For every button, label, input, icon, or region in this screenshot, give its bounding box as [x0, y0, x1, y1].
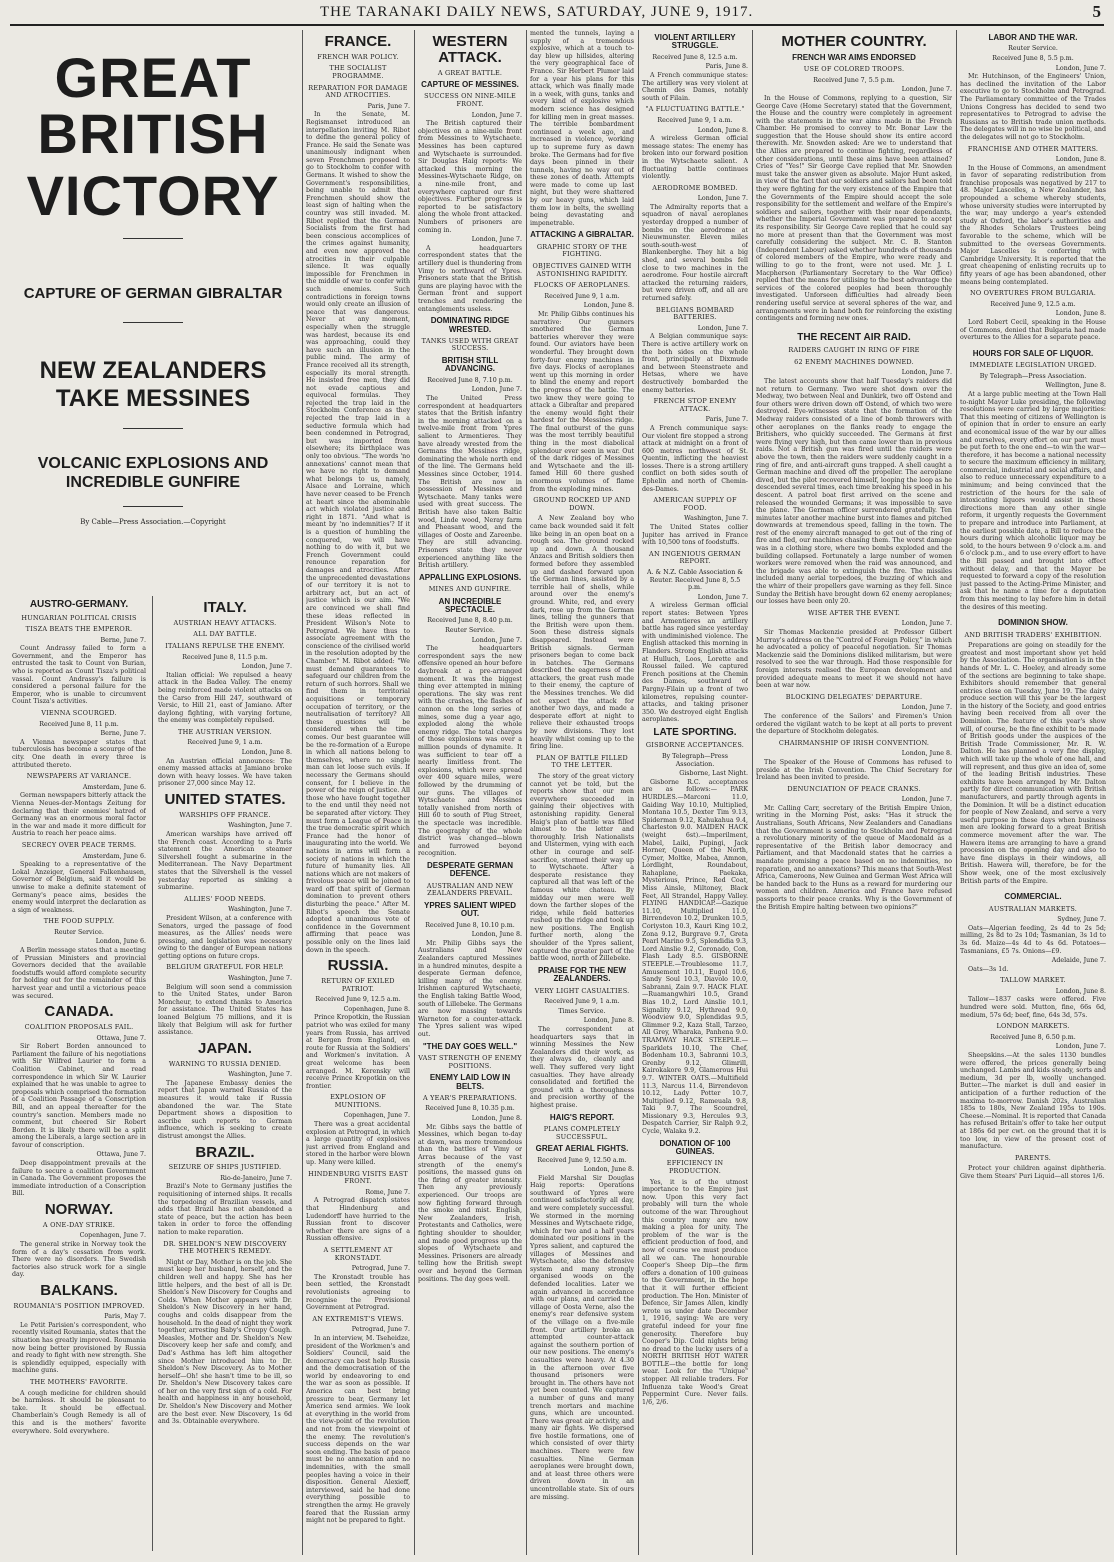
received-line: Received June 9, 1 a.m. [187, 739, 263, 747]
subheading: FRENCH WAR AIMS ENDORSED [792, 52, 916, 62]
article-text: A Petrograd dispatch states that Hindenburg and Ludendorff have hurried to the Russian front to discover whether there are signs of a Russian offensive. [306, 1197, 410, 1243]
article-text: Le Petit Parisien's correspondent, who recently visited Roumania, states that the situation has greatly improved. Roumania now being better provisioned by Russia and ready to fight with new strength. She is splendidly equipped, especially with machine guns. [12, 1321, 146, 1375]
section-heading: CANADA. [44, 1003, 114, 1021]
dateline: London, June 7. [901, 620, 952, 628]
subheading: YPRES SALIENT WIPED OUT. [423, 900, 516, 919]
section-heading: RUSSIA. [327, 957, 389, 975]
subheading: ALL DAY BATTLE. [193, 630, 257, 639]
subheading: VAST STRENGTH OF ENEMY POSITIONS. [418, 1053, 522, 1070]
article-text: At a large public meeting at the Town Hall to-night Mayor Luke presiding, the following resolutions were carried by large majorities: That this meeting of citizens of Wellington is of opinion that in order to ensure an early and economical issue of the war by our allies and ourselves, every effort on our part must be put forth to the one end—to win the war—therefore, it has become a national necessity to secure the maximum efficiency in military, commercial, industrial and social affairs, and also to reduce unnecessary expenditure to a minimum; and being convinced that the restriction of the hours for the sale of intoxicating liquors would assist in these directions more than any other single reform, it urgently requests the Government to prepare and introduce into Parliament, at the earliest possible date, a Bill to reduce the hours during which alcoholic liquor may be sold, to the hours between 9 o'clock a.m. and 6 o'clock p.m., and to use every effort to have the Bill passed and brought into effect without delay, and that the Mayor be requested to forward a copy of the resolution just passed to the Acting-Prime Minister, and ask that he name a time for a deputation from this meeting to lay before him in detail the desires of this meeting. [960, 390, 1106, 611]
subheading: ALLIES' FOOD NEEDS. [184, 894, 266, 903]
received-line: A. & N.Z. Cable Association & Reuter. Received June 8, 5.5 p.m. [647, 569, 743, 592]
received-line: Received June 9, 12.5 a.m. [315, 996, 401, 1004]
subheading: TISZA BEATS THE EMPEROR. [25, 625, 133, 634]
subheading: BRITISH STILL ADVANCING. [441, 356, 499, 374]
article-text: The headquarters correspondent says the new offensive opened an hour before daybreak at a pre-arranged moment. It was the biggest thing ever attempted in mining operations. The sky was rent with the crashes, the flashes of cannon on the long series of mines, some dug a year ago, exploded along the whole enemy ridge. The total charges of those explosions was over a million pounds of dynamite. It was sufficient to tear off a nearly limitless front. The explosions, which were spread over 400 square miles, were followed by the drumming of our guns. The villages of Wytschaete and Messines totally vanished from north of Hill 60 to south of Plug Street, the spectacle was incredible. The geography of the whole district was changed—blown and furrowed beyond recognition. [418, 645, 522, 858]
subheading: CAPTURE OF MESSINES. [421, 80, 519, 90]
article-text: Italian official: We repulsed a heavy attack in the Badea Valley. The enemy being reinforced made violent attacks on the Carso from Hill 247, southward of Versic, to Hill 21, east of Jamiano. After daylong fighting, with varying fortune, the enemy was completely repulsed. [158, 671, 292, 725]
received-line: Received June 8, 10.35 p.m. [425, 1105, 515, 1113]
dateline: London, June 7. [241, 663, 292, 671]
subheading: DENUNCIATION OF PEACE CRANKS. [787, 784, 921, 793]
article-text: Belgium will soon send a commission to the United States, under Baron Moncheur, to extend thanks to America for assistance. The United States has loaned Belgium 75 millions, and it is likely that Belgium will ask for further assistance. [158, 983, 292, 1037]
article-text: Preparations are going on steadily for the greatest and most important show yet held by the Association. The organisation is in the hands of Mr. L. C. Hoeley, and already some of the sections are beginning to take shape. Exhibitors should remember that general entries close on Tuesday, June 19. The dairy produce section will this year be the largest in the history of the Society, and good entries having been received from all over the Dominion. The feature of this year's show will, of course, be the fine exhibit to be made of British goods under the auspices of the British Trade Commissioner, Mr. R. W. Dalton. He has planned a very fine display, which will take up the whole of one hall, and will represent, and thus give an idea of, some of the leading British industries. These exhibits have been arranged by Mr. Dalton partly for direct communication with British manufacturers, and partly through agents in the Dominion. It will be a distinct education for people of New Zealand, and serve a very useful purpose in these days when business men are looking forward to a great British commerce movement after the war. The Hawera items are arranging to have a grand procession on the opening day and also to have fine displays in their windows, all British. Hawera will, therefore, be for the Show week, one of the most exclusively British parts of the Empire. [960, 642, 1106, 885]
subheading: BLOCKING DELEGATES' DEPARTURE. [785, 692, 923, 701]
dateline: Rio-de-Janeiro, June 7. [220, 1174, 292, 1182]
section-heading: APPALLING EXPLOSIONS. [418, 572, 522, 582]
subheading: PLAN OF BATTLE FILLED TO THE LETTER. [536, 753, 628, 770]
article-text: Oats—3s 1d. [968, 965, 1009, 973]
subheading: THE AUSTRIAN VERSION. [178, 727, 272, 736]
dateline: Washington, June 7. [684, 515, 748, 523]
dateline: Paris, June 8. [705, 63, 748, 71]
dateline: Ottawa, June 7. [96, 1034, 146, 1042]
dateline: Paris, June 7. [705, 416, 748, 424]
dateline: London, June 8. [1055, 156, 1106, 164]
received-line: Received June 9, 12.50 a.m. [537, 1156, 627, 1164]
article-text: Oats—Algerian feeding, 2s 4d to 2s 5d; milling, 2s 8d to 2s 10d; Tasmanian, 3s 1d to 3s 6d. Maize—4s 4d to 4s 6d. Potatoes—Tasmanians, £5 7s. Onions—£9. [960, 924, 1106, 955]
subheading: RAIDERS CAUGHT IN RING OF FIRE [788, 346, 920, 355]
section-heading: ITALY. [203, 599, 247, 616]
source-line: Times Service. [558, 1007, 606, 1015]
advert-text: Night or Day, Mother is on the job. She must keep her husband, herself, and the children well and happy. She has her little helpers, and the best of all is Dr. Sheldon's New Discovery for Coughs and Colds. When Mother appears with Dr. Sheldon's New Discovery in her hand, coughs and colds disappear from the household. In the dead of night they work together, arresting Baby's Croupy Cough. Measles, Mother and Dr. Sheldon's New Discovery keep her safe and comfy, and Dad's Asthma has left him altogether since Mother introduced him to Dr. Sheldon's New Discovery. As to Mother herself—Oh! she hasn't time to be ill, so Dr. Sheldon's New Discovery takes care of her on the very first sign of a cold. For health and happiness in any household, Dr. Sheldon's New Discovery and Mother are the best ever. New Discovery, 1s 6d and 3s. Obtainable everywhere. [158, 1258, 292, 1426]
subheading: AUSTRALIAN MARKETS. [988, 904, 1078, 913]
divider [123, 238, 183, 239]
dateline: London, June 7. [471, 636, 522, 644]
section-heading: HOURS FOR SALE OF LIQUOR. [972, 348, 1094, 358]
dateline: London, June 7. [697, 324, 748, 332]
subheading: A YEAR'S PREPARATIONS. [422, 1093, 517, 1102]
article-text: Deep disappointment prevails at the failure to secure a coalition Government in Canada. The Government proposes the immediate introduction of a Conscription Bill. [12, 1160, 146, 1198]
received-line: Received June 8, 11 p.m. [39, 720, 119, 728]
subheading: WISE AFTER THE EVENT. [807, 608, 901, 617]
divider [123, 322, 183, 323]
article-text: The latest accounts show that half Tuesday's raiders did not return to Germany. Two were shot down over the Medway, two between Neal and Dunkirk, two off Ostend and four others were driven down off Ostend, of which two were destroyed. Eye-witnesses state that the formation of the Medway raiders consisted of a line of bomb throwers with other aeroplanes on the flanks ready to engage the Britishers, who quickly succeeded. The Germans at first were flying very high, but then came lower than in previous raids. Not a British gun was fired until the raiders were above the town, then the raiders were suddenly caught in a ring of fire, and anti-aircraft guns trapped. A shell caught a German machine and dived off the propeller. The aeroplane dived, but the pilot recovered himself, looping the loop as he descended several times, each time breaking his speed in his descent. A patrol boat first arrived on the scene and released the wounded Germans; it was impossible to save the plane. The German officer surrendered gratefully. Ten minutes later another machine burst into flames and pitched downwards at tremendous speed, falling in the town. The rest of the enemy aircraft managed to get out of the ring of fire and fled, our machines chasing them. The worst damage was in a clothing store, where two bombs exploded and the building collapsed. Fortunately a large number of women workers were removed when the raid was announced, and the brigade was able to extinguish the fire. The missiles included many aerial torpedoes, the buzzing of which and the whirr of their propellers gave warning as they fell. Since Sunday the British have brought down 62 enemy aeroplanes; our losses have been only 20. [756, 378, 952, 606]
section-heading: WESTERN ATTACK. [432, 33, 508, 66]
advert-text: Yes, it is of the utmost importance to the Empire just now. Upon this very fact probably will turn the whole outcome of the war. Throughout this country many are now making a plea for unity. The problem of the war is the efficient production of food, and now of course we must produce all we can. The honourable Cooper's Sheep Dip—the firm offers a donation of 100 guineas to the Government, in the hope that it will further efficient production. The Hon. Minister of Defence, Sir James Allen, kindly wrote us under date December 1, 1916, saying: We are very grateful indeed for your fine generosity. Therefore buy Cooper's Dip. Cold nights bring no dread to the lucky users of a NORTH BRITISH HOT WATER BOTTLE—the bottle for long wear. Look for the "Unique" stopper. All reliable traders. For Influenza take Wood's Great Peppermint Cure. Never fails. 1/6, 2/6. [642, 1178, 748, 1406]
dateline: Paris, June 7. [367, 102, 410, 110]
dateline: London, June 8. [471, 1115, 522, 1123]
dateline: London, June 7. [1055, 1043, 1106, 1051]
dateline: London, June 8. [241, 749, 292, 757]
section-heading: DOMINATING RIDGE WRESTED. [430, 316, 510, 334]
article-text: Sheepskins.—At the sales 1130 bundles were offered, the prices generally being unchanged. Lambs and kids steady, sorts and medium, 3d per lb, woolly unchanged. Butter.—The market is dull and easier in anticipation of a further reduction of the maxima to-morrow. Danish 202s, Australian 185s to 180s, New Zealand 195s to 190s. Cheese.—Nominal. It is reported that Canada has refused Britain's offer to take her output at 186s 6d per cwt. on the ground that it is too low, in view of the present cost of manufacture. [960, 1052, 1106, 1151]
lead-deck-1: CAPTURE OF GERMAN GIBRALTAR [23, 285, 283, 302]
article-text: Sir Thomas Mackenzie presided at Professor Gilbert Murray's address on the "Control of Foreign Policy," in which he advocated a policy of peaceful negotiation. Sir Thomas Mackenzie said the Dominions disliked militarism, but were resolved to see the war through. Had those responsible for foreign interests realised the European development and provided adequate means to meet it we should not have been at war now. [756, 629, 952, 690]
column-rule [414, 30, 415, 1555]
subheading: ITALIANS REPULSE THE ENEMY. [165, 641, 285, 650]
dateline: London, June 8. [583, 302, 634, 310]
subheading: GROUND ROCKED UP AND DOWN. [533, 496, 631, 512]
dateline: Berne, June 7. [100, 730, 146, 738]
article-text: The Admiralty reports that a squadron of naval aeroplanes yesterday dropped a number of bombs on the aerodrome at Nieuwmunster. Eleven miles south-south-west of Blankenberghe. They hit a big shed, and several bombs fell close to two machines in the aerodrome. Four hostile aircraft attacked the returning raiders, but were driven off, and all are returned safely. [642, 203, 748, 302]
article-text: In the House of Commons, an amendment in favor of separating redistribution from franchise proposals was negatived by 217 to 48. Major Lascelles, a New Zealander, has propounded a scheme whereby students, whose university studies were interrupted by the war, may undergo a year's extended study at Oxford, the labor's authorities and the Rhodes Scholars Trustees being favorable to the scheme, which will be submitted to the overseas Governments. Major Lascelles is conferring with Cambridge University. It is reported that the great cheapening of enlisting recruits up to fifty years of age has been abandoned, other means being contemplated. [960, 164, 1106, 286]
article-text: Gisborne R.C. acceptances are as follows:— PARK HURDLES.—Marconi 11.0, Gaiding Way 10.10, Multiplied, Montana 10.5, Dexter Tim 9.13, Spiderman 9.12, Kahukahua 9.4, Charleston 9.0. MAIDEN HACK (weight 6st).—Imperilment, Mabel, Laiki, Pupingi, Jack Horner, Queen of the North, Cymer, Moltke, Mabea, Amnon, Lordlight, Roundabout, Rahaplane, Paekaka, Mysterious, Prince, Red Coat, Miss Ainsle, Miltoney, Black Feet, All Strandel, Happy Valley. FLYING HANDICAP.—Gazique 11.10, Multiplied 11.0, Birrendevon 10.2, Drunken 10.5, Coriyston 10.3, Kauri King 10.2, Zona 9.12, Burgrave 9.7, Greta Pearl Marino 9.5, Splendidia 9.3, Lord Ainslie 9.2, Coronado, Con, Flash Lady 8.5. GISBORNE STEEPLE.—Troublesome 11.7, Amusement 10.11, Eugol 10.6, Sandy Soul 10.3, Diavolo 10.0, Sabranni, Zain 9.7. HACK FLAT.—Ruamangwhiri 10.5, Grand Bias 10.2, Lord Ainslie 10.1, Signality 9.12, Hythread 9.0, Woodview 9.0, Splendidas 9.5, Glimmer 9.2, Kaza Stall, Tarzeo, All Grey, Wharaka, Panhena 9.0. TRAMWAY HACK STEEPLE.—Sparklets 10.10, The Chef, Bodenham 10.3, Sabranni 10.3, Grenby 9.12, Glimrill, Kairokakore 9.9, Glamerous Hui 9.7. WINTER OATS.—Multifield 11.3, Narcus 11.4, Birrendevon 10.12, Lady Potter 10.7, Multiplied 9.12, Rameuala 9.8, Taki 9.7, The Scoundrel, Missionary 9.3, Hercules 9.3, Despatch Carrier, Sir Ralph 9.2, Cycle, Walaka 9.2. [642, 778, 748, 1136]
subheading: WARSHIPS OFF FRANCE. [179, 810, 271, 819]
dateline: London, June 8. [1055, 310, 1106, 318]
section-heading: "THE DAY GOES WELL." [422, 1041, 518, 1051]
subheading: NO OVERTURES FROM BULGARIA. [969, 289, 1097, 298]
dateline: Wellington, June 8. [1045, 382, 1106, 390]
section-heading: DESPERATE GERMAN DEFENCE. [426, 860, 514, 879]
subheading: AN EXTREMIST'S VIEWS. [312, 1314, 404, 1323]
column-f [642, 30, 748, 1555]
divider [123, 428, 183, 429]
subheading: FRANCHISE AND OTHER MATTERS. [967, 144, 1099, 153]
column-rule [526, 30, 527, 1555]
section-heading: COMMERCIAL. [1004, 892, 1062, 902]
column-g [756, 30, 952, 1555]
subheading: SECRECY OVER PEACE TERMS. [21, 840, 137, 849]
subheading: THE FOOD SUPPLY. [43, 917, 115, 926]
section-heading: PRAISE FOR THE NEW ZEALANDERS. [537, 965, 626, 984]
section-heading: BRAZIL. [195, 1143, 255, 1161]
column-b [158, 596, 292, 1551]
subheading: ENEMY LAID LOW IN BELTS. [429, 1073, 511, 1091]
article-text: A New Zealand boy who came back wounded said it felt like being in an open boat on a rough sea. The ground rocked up and down. A thousand Anzacs and British soldiers then formed before they assembled up and dashed forward upon the German lines, assisted by a terrible hail of shells, while around over the enemy's ground. White, red, and every dark, rose up from the German lines, telling the gunners that the British were upon them. Soon these distress signals disappeared. Instead were British signals. German prisoners began to come back in batches. The Germans described the eagerness of the attackers, the great rush made to their enemy, the capture of the Messines trenches. We did not expect the attack for another two days, and made a desperate effort at night to relieve their exhausted troops by new divisions. They lost heavily whilst coming up to the firing line. [530, 515, 634, 751]
dateline: London, June 7. [901, 369, 952, 377]
received-line: By Telegraph—Press Association. [662, 752, 728, 768]
dateline: Petrograd, June 7. [351, 1265, 410, 1273]
lead-title-line2: VICTORY [26, 164, 280, 227]
dateline: London, June 7. [901, 796, 952, 804]
article-text: A Belgian communique says: There is active artillery work on the both sides on the whole front, principally at Dixmude and between Steenstraete and Hetsas, where we have destructively bombarded the enemy batteries. [642, 333, 748, 394]
section-heading: LABOR AND THE WAR. [988, 33, 1078, 42]
article-text: The British captured their objectives on a nine-mile front from Messines to Wytschaete. Messines has been captured and Wytschaete is surrounded. Sir Douglas Haig reports: We attacked this morning the Messines-Wytschaete Ridge, on a nine-mile front, and everywhere captured our first objectives. Further progress is reported to be satisfactory along the whole front attacked. Numbers of prisoners are coming in. [418, 120, 522, 234]
received-line: Received June 8, 6.50 p.m. [990, 1033, 1076, 1041]
dateline: Sydney, June 7. [1057, 916, 1106, 924]
lead-story-headline [8, 40, 298, 590]
dateline: Ottawa, June 7. [96, 1151, 146, 1159]
article-text: The Kronstadt trouble has been settled, the Kronstadt revolutionists agreeing to recognise the Provisional Government at Petrograd. [306, 1273, 410, 1312]
subheading: AUSTRALIAN AND NEW ZEALANDERS PREVAIL. [426, 881, 514, 898]
subheading: AUSTRIAN HEAVY ATTACKS. [173, 618, 277, 627]
article-text: An Austrian official announces: The enemy massed attacks at Jamiano broke down with heavy losses. We have taken prisoner 27,000 since May 12. [158, 757, 292, 788]
subheading: NEWSPAPERS AT VARIANCE. [26, 772, 132, 781]
article-text: The Speaker of the House of Commons has refused to preside at the Irish Convention. The Chief Secretary for Ireland has been invited to preside. [756, 758, 952, 782]
subheading: BELGIANS BOMBARD BATTERIES. [655, 305, 735, 322]
subheading: THE SOCIALIST PROGRAMME. [329, 64, 387, 80]
article-text: mented the tunnels, laying a supply of a tremendous explosive, which at a touch to-day blew up hillsides, altering the very geographical face of France. Sir Herbert Plumer laid for a year his plans for this attack, which was finally made in a week, with guns, tanks and every kind of explosive which modern science has designed for killing men in great masses. The terrible bombardment continued a week ago, and increased in violence, working up to supreme fury as dawn broke. The Germans had for five days been pinned in their tunnels, having no way out of these zones of death. Attempts were made to come up last night, but they were shattered by our heavy guns, which laid them low in belts, the swelling being devastating and impenetrable. [530, 30, 634, 227]
advert-heading: DR. SHELDON'S NEW DISCOVERY THE MOTHER'S REMEDY. [163, 1239, 287, 1256]
article-text: Count Andrassy failed to form a Government, and the Emperor has entrusted the task to Count von Burian, who is reported as Count Tisza's political vassal. Count Andrassy's failure is considered a personal failure for the Emperor, who is unable to circumvent Count Tisza's activities. [12, 645, 146, 706]
subheading: "A FLUCTUATING BATTLE." [645, 105, 745, 114]
article-text: Mr. Philip Gibbs continues his narrative: Our gunners smothered the German batteries wherever they were found. Our aviators have been wonderful. They brought down forty-four enemy machines in five days. Flocks of aeroplanes went up this morning in order to blind the enemy and report the progress of the battle. The two knew they were going to attack a Gibraltar and prepared the enemy would fight their hardest for the Messines ridge. The final outburst of the guns was the most terribly beautiful thing in the most diabolical splendour ever seen in war. Out of the dark ridges of Messines and Wytschaete and the ill-famed Hill 60 there gushed enormous volumes of flame from the exploding mines. [530, 310, 634, 493]
article-text: Mr. Gibbs says the battle of Messines, which began to-day at dawn, was more tremendous than the battles of Vimy or Arras because of the vast strength of the enemy's positions, the massed guns on the firing of greater intensity. Then any previously experienced. Our troops are now fighting forward through the smoke and mist. English, New Zealanders, Irish, Protestants and Catholics, were fighting shoulder to shoulder, and made good progress up the slopes of Wytschaete and Messines. Prisoners are already telling how the British swept over and beyond the German positions. The day goes well. [418, 1123, 522, 1283]
article-text: Tallow—1837 casks were offered. Five hundred were sold. Mutton, fine, 66s 6d, medium, 57s 6d; beef, fine, 64s 3d, 57s. [960, 996, 1106, 1019]
dateline: Copenhagen, June 7. [79, 1232, 146, 1240]
article-text: A headquarters correspondent states that the artillery duel is thundering from Vimy to northward of Ypres. Prisoners state that the British guns are playing havoc with the German front and support trenches and rendering the entanglements useless. [418, 244, 522, 313]
lead-deck-2: NEW ZEALANDERS TAKE MESSINES [39, 357, 267, 412]
section-heading: THE RECENT AIR RAID. [797, 331, 911, 343]
column-rule [752, 30, 753, 1555]
article-text: Sir Robert Borden announced to Parliament the failure of his negotiations with Sir Wilfred Laurier to form a Coalition Cabinet, and read correspondence in which Sir W. Laurier explained that he was unable to agree to proposals which comprised the formation of a Coalition Passage of a Conscription Bill, and an appeal thereafter for the country's sanction. Members made no comment, but cheered Sir Robert Borden. It is likely there will be a split among the Liberals, a large section are in favour of conscription. [12, 1043, 146, 1149]
dateline: Washington, June 7. [228, 906, 292, 914]
subheading: AMERICAN SUPPLY OF FOOD. [653, 496, 737, 512]
section-heading: ATTACKING A GIBRALTAR. [530, 230, 634, 240]
dateline: Amsterdam, June 6. [82, 852, 146, 860]
received-line: Received June 8, 12.5 a.m. [652, 53, 738, 61]
section-heading: VIOLENT ARTILLERY STRUGGLE. [654, 33, 736, 51]
subheading: REPARATION FOR DAMAGE AND ATROCITIES. [308, 83, 408, 100]
dateline: London, June 8. [471, 931, 522, 939]
article-text: The story of the great victory cannot yet be told, but the reports show that our men everywhere succeeded in gaining their objectives with astonishing rapidity. General Haig's plan of battle was filled almost to the letter and thoroughly. Irish Nationalists and Ulstermen, vying with each other in courage and self-sacrifice, stormed their way up to Wytschaete. After a desperate resistance they captured all that was left of the famous white chateau. By midday our men were well down the farther slopes of the ridge, while field batteries rushed up the ridge and took up new positions. The English further north, along the shoulder of the Ypres salient, captured the greater part of the battle wood, north of Zillebeke. [530, 773, 634, 963]
subheading: AND BRITISH TRADERS' EXHIBITION. [964, 630, 1102, 639]
article-text: The United States collier Jupiter has arrived in France with 10,500 tons of foodstuffs. [642, 524, 748, 547]
article-text: The Japanese Embassy denies the report that Japan warned Russia of the measures it would take if Russia abandoned the war. The State Department shows a disposition to ascribe such reports to German influence, which is seeking to create distrust amongst the Allies. [158, 1079, 292, 1140]
subheading: HINDENBURG VISITS EAST FRONT. [308, 1169, 408, 1186]
received-line: Received June 8, 10.10 p.m. [425, 921, 515, 929]
dateline: Petrograd, June 7. [351, 1326, 410, 1334]
masthead-title: THE TARANAKI DAILY NEWS, SATURDAY, JUNE 9, 1917. [320, 4, 754, 20]
section-heading: HAIG'S REPORT. [549, 1112, 615, 1122]
subheading: USE OF COLORED TROOPS. [803, 65, 905, 74]
section-heading: FRANCE. [324, 33, 392, 50]
article-text: A French communique says: Our violent fire stopped a strong attack at midnight on a front of 600 metres northwest of St. Quentin, inflicting the heaviest losses. There is a strong artillery conflict on both sides south of Ephelin and north of Chemin-des-Dames. [642, 424, 748, 493]
dateline: Copenhagen, June 8. [343, 1005, 410, 1013]
article-text: A wireless German official report states: Between Ypres and Armentieres an artillery battle has raged since yesterday with undiminished violence. The English attacked this morning in Flanders. Strong English attacks at Hulluch, Loos, Lorette and Roussel failed. We captured French positions at the Chemin des Dames, southward of Pargny-Filain up a front of two kilometres, repulsing counter-attacks, and taking prisoner 350. We destroyed eight English aeroplanes. [642, 602, 748, 724]
lead-title-line1: GREAT BRITISH [37, 46, 269, 165]
subheading: FRENCH WAR POLICY. [317, 52, 399, 61]
article-text: Speaking to a representative of the Lokal Anzeiger, General Falkenhausen, Governor of Belgium, said it would be unwise to make a definite statement of Germany's peace aims, besides the enemy would interpret the declaration as a sign of weakness. [12, 861, 146, 914]
subheading: RETURN OF EXILED PATRIOT. [321, 976, 395, 993]
advert-heading: PARENTS. [1014, 1153, 1052, 1162]
article-text: Mr. Hutchinson, of the Engineers' Union, has declined the invitation of the Labor executive to go to Stockholm and Petrograd. The Parliamentary committee of the Trades Unions Congress has decided to send two representatives to Petrograd to advise the Russians as to British trade union methods. The delegates will in no wise be political, and the delegates will not go to Stockholm. [960, 73, 1106, 141]
article-text: A Vienna newspaper states that tuberculosis has become a scourge of the city. One death in every three is attributed thereto. [12, 738, 146, 769]
dateline: Rome, June 7. [365, 1188, 410, 1196]
column-rule [956, 30, 957, 1555]
subheading: AN INGENIOUS GERMAN REPORT. [649, 549, 741, 566]
advert-text: A cough medicine for children should be harmless. It should be pleasant to take. It should be effectual. Chamberlain's Cough Remedy is all of this and is the mothers' favorite everywhere. Sold everywhere. [12, 1389, 146, 1435]
article-text: Brazil's Note to Germany justifies the requisitioning of interned ships. It recalls the torpedoing of Brazilian vessels, and adds that Brazil has not abandoned a state of peace, but the action has been taken in order to force the offending nation to make reparation. [158, 1183, 292, 1236]
subheading: LONDON MARKETS. [996, 1022, 1070, 1031]
article-text: American warships have arrived off the French coast. According to a Paris statement the American steamer Silvershell fought a submarine in the Mediterranean. The Navy Department states that the Silvershell is the vessel yesterday reported as sinking a submarine. [158, 830, 292, 892]
subheading: ROUMANIA'S POSITION IMPROVED. [13, 1301, 145, 1310]
source-line: Reuter Service. [445, 627, 495, 635]
dateline: Washington, June 7. [228, 975, 292, 983]
dateline: Washington, June 7. [228, 822, 292, 830]
dateline: London, June 7. [697, 195, 748, 203]
subheading: HUNGARIAN POLITICAL CRISIS [21, 613, 137, 622]
subheading: AERODROME BOMBED. [652, 183, 738, 192]
source-line: By Telegraph—Press Association. [979, 372, 1087, 380]
received-line: Received June 8, 8.40 p.m. [427, 617, 513, 625]
subheading: VERY LIGHT CASUALTIES. [534, 986, 630, 995]
source-line: Reuter Service. [1008, 45, 1058, 53]
article-text: In the House of Commons, replying to a question, Sir George Cave (Home Secretary) stated that the Government, the House and the country were completely in agreement with the statements in the war aims made in the French Chamber. He promised to convey to Mr. Bonar Law the suggestion that the House should show its entire accord therewith. Mr. Snowden asked: Are we to understand that the Allies are prepared to continue fighting, regardless of other considerations, until these aims have been attained? Cries of "Yes!" Sir George Cave replied that Mr. Snowden must take the answer given as absolute. Major Hunt asked, in view of the fact that our soldiers and sailors had been told they were fighting for the very existence of the Empire that the Governments of the Empire should accept the sole responsibility for the settlement and welfare of the Empire's soldiers and sailors, together with their near dependants, whether the Imperial Government was prepared to accept its responsibility. Sir George Cave replied that he could say no more at present than that the Government was most carefully considering the subject. Mr. C. B. Stanton (Independent Labour) asked whether hundreds of thousands of colored members of the Empire, who were ready and willing to go to the front, were not used. Mr. J. I. Macpherson (Parliamentary Secretary to the War Office) replied that the means for utilising to the best advantage the services of the colored peoples had been thoroughly investigated. Unforseen difficulties had already been rendering useful service at several spheres of the war, and arrangements were in hand both for reinforcing the existing contingents and forming new ones. [756, 94, 952, 323]
section-heading: DOMINION SHOW. [998, 618, 1068, 628]
dateline: London, June 7. [471, 236, 522, 244]
subheading: PLANS COMPLETELY SUCCESSFUL. [543, 1124, 621, 1141]
subheading: CHAIRMANSHIP OF IRISH CONVENTION. [778, 738, 930, 747]
subheading: A ONE-DAY STRIKE. [42, 1220, 116, 1229]
article-text: German newspapers bitterly attack the Vienna Neues-der-Montags Zeitung for declaring that their enemies' hatred of Germany was an enormous moral factor in the war and made it more difficult for Austria to reach her peace aims. [12, 792, 146, 838]
column-rule [638, 30, 639, 1555]
section-heading: NORWAY. [44, 1201, 114, 1219]
section-heading: JAPAN. [198, 1039, 252, 1057]
received-line: Received June 9, 1 a.m. [544, 998, 620, 1006]
column-h [960, 30, 1106, 1555]
section-heading: LATE SPORTING. [653, 726, 737, 738]
lead-byline: By Cable—Press Association.—Copyright [80, 518, 226, 527]
subheading: GISBORNE ACCEPTANCES. [645, 741, 745, 750]
subheading: WARNING TO RUSSIA DENIED. [168, 1059, 282, 1068]
section-heading: BALKANS. [40, 1281, 118, 1299]
subheading: GREAT AERIAL FIGHTS. [535, 1144, 629, 1154]
subheading: GRAPHIC STORY OF THE FIGHTING. [536, 242, 628, 259]
dateline: London, June 7. [901, 704, 952, 712]
article-text: Prince Kropotkin, the Russian patriot who was exiled for many years from Russia, has arrived at Bergen from England, en route for Russia at the Soldiers' and Workmen's invitation. A great welcome has been arranged. M. Kerensky will receive Prince Kropotkin on the frontier. [306, 1014, 410, 1090]
subheading: SEIZURE OF SHIPS JUSTIFIED. [168, 1163, 282, 1172]
source-line: Reuter Service. [54, 928, 104, 936]
subheading: MINES AND GUNFIRE. [428, 585, 512, 594]
subheading: AN INCREDIBLE SPECTACLE. [438, 596, 502, 615]
lead-deck-3: VOLCANIC EXPLOSIONS AND INCREDIBLE GUNFIRE [37, 455, 269, 491]
received-line: Received June 8, 5.5 p.m. [992, 54, 1074, 62]
advert-heading: THE MOTHERS' FAVORITE. [30, 1378, 128, 1387]
dateline: London, June 7. [901, 86, 952, 94]
subheading: TALLOW MARKET. [1000, 976, 1066, 985]
article-text: Lord Robert Cecil, speaking in the House of Commons, denied that Bulgaria had made overtures to the Allies for a separate peace. [960, 318, 1106, 342]
page-number: 5 [1092, 2, 1102, 21]
dateline: London, June 6. [95, 938, 146, 946]
article-text: In the Senate, M. Regismanset introduced an interpellation inviting M. Ribot to define the general policy of France. He said the Senate was unanimously indignant when seven Frenchmen proposed to go to Stockholm to confer with Germans. It wished to show the Government's responsibilities, being unable to admit that Frenchmen should show the least sign of halting when the country was still invaded. M. Ribot replied that the German Socialists from the first had been conscious accomplices of the crimes against humanity, and even now approved the atrocities in their culpable silence. It was equally impossible for Frenchmen in the middle of war to confer with such enemies. Such contradictions in foreign towns would only create an illusion of peace that was dangerous. Never at any moment, especially when the struggle was hardest, because its end was approaching, could they have such an illusion in the public mind. The army of France received all its strength, especially its moral strength. He insisted free men, they did not evade captious and equivocal formulas. They rejected the trap laid in the Stockholm Conference as they rejected the trap laid in a seductive formula which had been condemned in Petrograd, but was imported from elsewhere; its birthplace was only too obvious. "The words 'no annexations' cannot mean that we have no right to demand what belongs to us, namely, Alsace and Lorraine, which have never ceased to be French at heart since the abominable act which violated justice and right in 1871. "And what is meant by 'no indemnities'? If it is a question of humbling the conquered, we will have nothing to do with it, but we French Government could renounce reparation for damages and atrocities. After the unprecedented devastations of our territory it is not to arbitrary act, but an act of justice which is our aim. "We are convinced we shall find these ideas reflected in President Wilson's Note to Petrograd. We have thus to associate agreement with the conscience of the civilised world in the resolution adopted by the Chamber." M. Ribot added: "We must demand guarantees to safeguard our children from the return of such horrors. Shall we find them in territorial acquisitions or temporary occupation of territory, or the neutralisation of territory? All these questions will be considered when the time comes. Our best guarantee will be the re-formation of a Europe in which all nations belong to themselves, where no single man can let loose such evils. If necessary the Germans should consent, for I believe in the power of the reign of justice. All those who have fought together to the end until they need not be separated after victory. They must form a League of Peace in the true democratic spirit which France had the honor of inaugurating into the world. We nations in arms will form a society of nations in which the future of humanity lies. All nations which are not makers of frivolous peace will be joined to ward off that spirit of German domination to prevent others disturbing the peace." After M. Ribot's speech the Senate adopted a unanimous vote of confidence in the Government affirming that peace was possible only on the lines laid down in the speech. [306, 111, 410, 954]
subheading: 62 ENEMY MACHINES DOWNED. [794, 357, 914, 366]
subheading: FLOCKS OF AEROPLANES. [533, 281, 631, 290]
column-c [306, 30, 410, 1555]
column-a [12, 596, 146, 1551]
dateline: London, June 8. [1055, 987, 1106, 995]
received-line: Received June 8, 7.10 p.m. [427, 376, 513, 384]
subheading: COALITION PROPOSALS FAIL. [24, 1022, 134, 1031]
column-e [530, 30, 634, 1555]
lead-subcolumns [12, 596, 294, 1551]
article-text: The correspondent at headquarters says that in winning Messines the New Zealanders did their work, as they always do, cleanly and well. They suffered very light casualties. They have already consolidated and fortified the ground with a thoroughness and precision worthy of the highest praise. [530, 1026, 634, 1109]
dateline: Washington, June 7. [228, 1071, 292, 1079]
dateline: London, June 8. [583, 1166, 634, 1174]
article-text: The conference of the Sailors' and Firemen's Union ordered the vigilant watch to be kept at all ports to prevent the departure of Stockholm delegates. [756, 712, 952, 736]
dateline: Berne, June 7. [100, 636, 146, 644]
subheading: TANKS USED WITH GREAT SUCCESS. [421, 336, 519, 353]
dateline: London, June 7. [471, 386, 522, 394]
subheading: OBJECTIVES GAINED WITH ASTONISHING RAPIDITY. [532, 262, 632, 278]
article-text: The United Press correspondent at headquarters states that the British infantry in the morning attacked on a twelve-mile front from Ypres salient to Armentieres. They have already wrested from the Germans the Messines ridge, dominating the whole north end of the line. The Germans held Messines since October, 1914. The British are now in possession of Messines and Wytschaete. Many tanks were used with great success. The British have also taken Baltic wood, Linde wood, Neray farm and Pheasant wood, and the villages of Ooste and Zareenbe. They are still advancing. Prisoners state they never experienced anything like the British artillery. [418, 395, 522, 570]
column-rule [302, 30, 303, 1555]
received-line: Received June 9, 1 a.m. [544, 292, 620, 300]
masthead [10, 4, 1104, 26]
dateline: London, June 8. [697, 126, 748, 134]
article-text: Mr. Philip Gibbs says the Australians and New Zealanders captured Messines in a hundred minutes, despite a desperate German defence, killing many of the enemy. Irishmen captured Wytschaete, the English taking Battle Wood, south of Lillebeke. The Germans are now massing towards Warneton for a counter-attack. The Ypres salient was wiped out. [418, 939, 522, 1038]
received-line: Received June 9, 12.5 a.m. [990, 300, 1076, 308]
dateline: London, June 7. [1055, 64, 1106, 72]
dateline: Copenhagen, June 7. [343, 1112, 410, 1120]
article-text: Field Marshal Sir Douglas Haig reports: Operations southward of Ypres were continued satisfactorily all day, and were completely successful. We stormed in the morning Messines and Wytschaete ridge, which for two and a half years dominated our positions in the Ypres salient, and captured the villages of Messines and Wytschaete, also the defensive system and many strongly organised woods on the defended localities. Later we again advanced in accordance with our plans, and carried the village of Oosta Verne, also the enemy's rear defensive system of the village on a five-mile front. Our artillery broke an attempted counter-attack against the southern portion of our new positions. The enemy's casualties were heavy. At 4.30 in the afternoon over five thousand prisoners were brought in. The others have not yet been counted. We captured a number of guns and many trench mortars and machine guns, which are uncounted. There was great air activity, and many air fights. We dispersed five hostile formations, one of which consisted of over thirty machines. There were few casualties. Nine German aeroplanes were brought down, and at least three others were driven down in an uncontrollable state. Six of ours are missing. [530, 1174, 634, 1501]
subheading: IMMEDIATE LEGISLATION URGED. [969, 361, 1097, 370]
section-heading: AUSTRO-GERMANY. [29, 599, 129, 610]
article-text: The general strike in Norway took the form of a day's cessation from work. There were no disorders. The Swedish factories also struck work for a single day. [12, 1240, 146, 1279]
article-text: A wireless German official message states: The enemy has broken into our forward position in the Wytschaete salient. A fluctuating battle continues violently. [642, 135, 748, 181]
dateline: London, June 8. [583, 1017, 634, 1025]
dateline: Adelaide, June 7. [1051, 957, 1106, 965]
received-line: Received June 7, 5.5 p.m. [813, 76, 895, 84]
dateline: London, June 8. [901, 750, 952, 758]
dateline: London, June 7. [697, 593, 748, 601]
subheading: BELGIUM GRATEFUL FOR HELP. [166, 963, 284, 972]
advert-text: Protect your children against diphtheria. Give them Stears' Puri Liquid—all stores 1/6. [960, 1165, 1106, 1180]
dateline: Paris, May 7. [104, 1313, 146, 1321]
dateline: Amsterdam, June 6. [82, 783, 146, 791]
article-text: Mr. Calling Carr, secretary of the British Empire Union, writing in the Morning Post, asks: "Has it struck the Australians, South Africans, New Zealanders and Canadians that the Government is sending to Stockholm and Petrograd a revolutionary minority of the queue of Macdonald as a representative of the British labor democracy and Parliament, and that Macdonald states that he carries a mandate promising a peace based on no indemnities, no reparation, and no annexations? This means that South-West Africa, Cameroons, New Guinea and German West Africa will be handed back to the Huns as a reward for murdering our women and children. America and France have refused passports to their peace cranks. Why is the Government of the British Empire halting between two opinions?" [756, 804, 952, 911]
article-text: President Wilson, at a conference with Senators, urged the passage of food measures, as the Allies' needs were pressing, and legislation was necessary owing to the danger of European nations getting options on future crops. [158, 914, 292, 960]
subheading: EXPLOSION OF MUNITIONS. [330, 1093, 386, 1109]
received-line: Received June 9, 1 a.m. [657, 116, 733, 124]
divider [123, 506, 183, 507]
dateline: London, June 7. [471, 111, 522, 119]
subheading: A SETTLEMENT AT KRONSTADT. [323, 1245, 393, 1262]
subheading: A GREAT BATTLE. [437, 68, 503, 77]
subheading: SUCCESS ON NINE-MILE FRONT. [424, 92, 516, 109]
column-d [418, 30, 522, 1555]
subheading: VIENNA SCOURGED. [41, 709, 117, 718]
dateline: Gisborne, Last Night. [679, 770, 748, 778]
article-text: A French communique states: The artillery was very violent at Chemin des Dames, notably south of Filain. [642, 71, 748, 102]
section-heading: UNITED STATES. [164, 791, 286, 809]
received-line: Received June 8, 11.5 p.m. [182, 653, 268, 661]
subheading: FRENCH STOP ENEMY ATTACK. [653, 397, 737, 413]
subheading: EFFICIENCY IN PRODUCTION. [666, 1159, 724, 1176]
section-heading: MOTHER COUNTRY. [781, 33, 927, 50]
column-rule [152, 596, 153, 1551]
article-text: In an interview, M. Tseheidze, president of the Workmen's and Soldiers' Council, said the democracy can best help Russia and the democratisation of the world by endeavoring to end the war as soon as possible. If America can best bring pressure to bear, Germany let America send armies. We look at everything in the world from the view-point of the revolution and not from the viewpoint of the enemy. The revolution's success depends on the war soon ending. The basis of peace must be no annexation and no indemnities, with the small peoples having a voice in their disposition. General Alexieff, interviewed, said he had done everything possible to strengthen the army. He gravely feared that the Russian army might not be prepared to fight. [306, 1334, 410, 1525]
article-text: There was a great accidental explosion at Petrograd, in which a large quantity of explosives just arrived from England and stored in the harbor were blown up. Many were killed. [306, 1121, 410, 1167]
advert-heading: DONATION OF 100 GUINEAS. [659, 1138, 731, 1157]
article-text: A Berlin message states that a meeting of Prussian Ministers and provincial Governors decided that the available foodstuffs would afford complete security for holding out for the remainder of this harvest year and until a victorious peace was secured. [12, 947, 146, 1000]
